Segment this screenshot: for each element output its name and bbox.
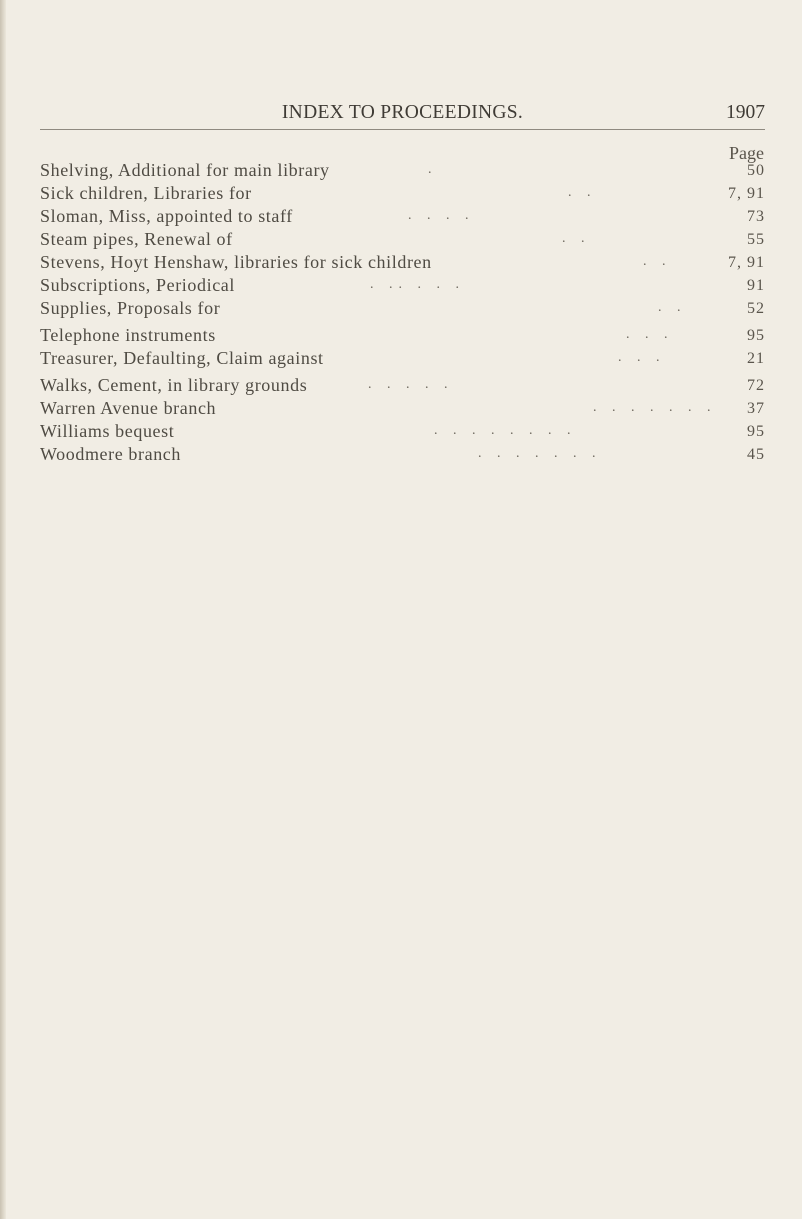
entry-text: Treasurer, Defaulting, Claim against bbox=[40, 348, 324, 368]
index-entry bbox=[40, 398, 765, 421]
entry-page: 45 bbox=[747, 446, 765, 463]
entry-text: Subscriptions, Periodical bbox=[40, 275, 235, 295]
entry-page: 50 bbox=[747, 162, 765, 179]
index-entry bbox=[40, 160, 765, 183]
entry-text: Walks, Cement, in library grounds bbox=[40, 375, 308, 395]
entry-leader: . . . . . . . bbox=[478, 446, 602, 461]
index-entry bbox=[40, 252, 765, 275]
index-entries bbox=[40, 160, 765, 467]
entry-page: 73 bbox=[747, 208, 765, 225]
entry-text: Williams bequest bbox=[40, 421, 175, 441]
entry-page: 7, 91 bbox=[728, 254, 765, 271]
entry-leader: . . . bbox=[626, 327, 674, 342]
entry-leader: . . . bbox=[618, 350, 666, 365]
index-entry bbox=[40, 375, 765, 398]
entry-leader: . . . . bbox=[408, 208, 475, 223]
header-rule bbox=[40, 129, 765, 130]
index-entry bbox=[40, 348, 765, 371]
entry-text: Warren Avenue branch bbox=[40, 398, 217, 418]
entry-page: 7, 91 bbox=[728, 185, 765, 202]
entry-text: Woodmere branch bbox=[40, 444, 181, 464]
index-entry bbox=[40, 421, 765, 444]
entry-leader: . . bbox=[658, 300, 687, 315]
entry-text: Sloman, Miss, appointed to staff bbox=[40, 206, 293, 226]
page-edge bbox=[0, 0, 6, 1219]
entry-page: 37 bbox=[747, 400, 765, 417]
index-entry bbox=[40, 444, 765, 467]
entry-leader: . . bbox=[643, 254, 672, 269]
entry-text: Shelving, Additional for main library bbox=[40, 160, 330, 180]
entry-leader: . . bbox=[562, 231, 591, 246]
entry-text: Telephone instruments bbox=[40, 325, 216, 345]
entry-text: Sick children, Libraries for bbox=[40, 183, 252, 203]
entry-page: 55 bbox=[747, 231, 765, 248]
entry-page: 52 bbox=[747, 300, 765, 317]
entry-page: 72 bbox=[747, 377, 765, 394]
page-title: INDEX TO PROCEEDINGS. bbox=[281, 102, 524, 123]
entry-leader: . . bbox=[568, 185, 597, 200]
page-year: 1907 bbox=[726, 102, 765, 123]
index-entry bbox=[40, 206, 765, 229]
page-column-label: Page bbox=[729, 143, 764, 163]
entry-leader: . bbox=[428, 162, 438, 177]
entry-text: Steam pipes, Renewal of bbox=[40, 229, 233, 249]
entry-page: 95 bbox=[747, 327, 765, 344]
entry-page: 95 bbox=[747, 423, 765, 440]
index-entry bbox=[40, 325, 765, 348]
entry-page: 91 bbox=[747, 277, 765, 294]
index-entry bbox=[40, 229, 765, 252]
entry-leader: . . . . . . . bbox=[593, 400, 717, 415]
entry-leader: . . . . . bbox=[368, 377, 454, 392]
entry-leader: . . . . . . . . bbox=[434, 423, 577, 438]
entry-page: 21 bbox=[747, 350, 765, 367]
entry-leader: . .. . . . bbox=[370, 277, 465, 292]
index-entry bbox=[40, 298, 765, 321]
index-entry bbox=[40, 183, 765, 206]
index-entry bbox=[40, 275, 765, 298]
entry-text: Supplies, Proposals for bbox=[40, 298, 221, 318]
page-header bbox=[40, 102, 765, 132]
entry-text: Stevens, Hoyt Henshaw, libraries for sick children bbox=[40, 252, 432, 272]
